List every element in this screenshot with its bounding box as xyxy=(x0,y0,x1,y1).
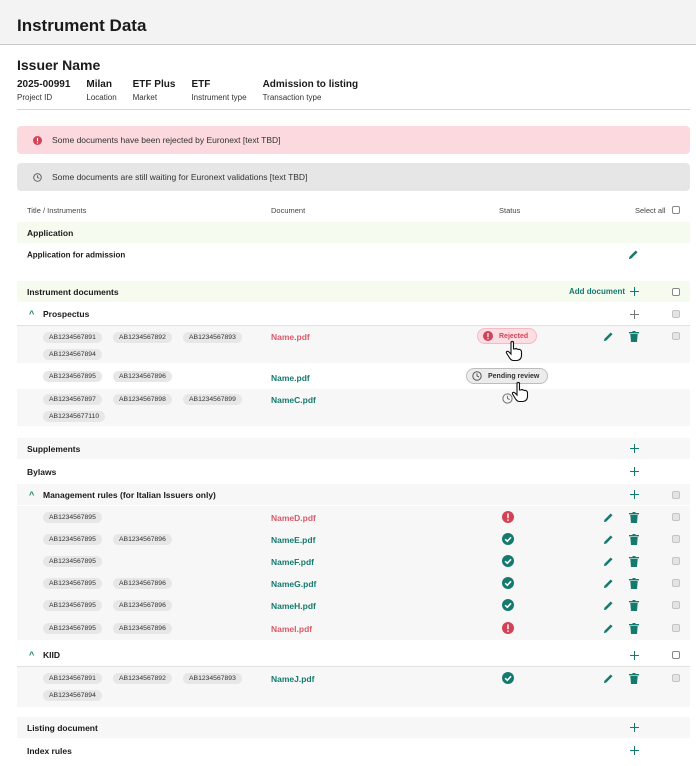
section-title: Supplements xyxy=(27,443,81,454)
alert-circle-icon xyxy=(502,511,514,523)
isin-chip: AB1234567891 xyxy=(43,673,102,684)
row-checkbox[interactable] xyxy=(672,535,680,543)
meta-value: ETF xyxy=(191,79,211,90)
header-select-all: Select all xyxy=(635,206,666,215)
group-checkbox[interactable] xyxy=(672,651,680,659)
header-status: Status xyxy=(499,206,521,215)
document-link[interactable]: Name.pdf xyxy=(271,332,310,342)
trash-icon[interactable] xyxy=(629,534,639,545)
isin-chip: AB12345677110 xyxy=(43,411,105,422)
pencil-icon[interactable] xyxy=(603,556,614,567)
isin-chip: AB1234567896 xyxy=(113,534,172,545)
document-link[interactable]: NameG.pdf xyxy=(271,579,317,589)
isin-chip: AB1234567893 xyxy=(183,332,242,343)
rejected-alert xyxy=(17,126,690,154)
isin-chip: AB1234567894 xyxy=(43,690,102,701)
alert-circle-icon xyxy=(33,136,42,145)
plus-icon[interactable] xyxy=(630,310,639,319)
meta-value: 2025-00991 xyxy=(17,79,71,90)
row-checkbox[interactable] xyxy=(672,601,680,609)
row-checkbox[interactable] xyxy=(672,557,680,565)
pencil-icon[interactable] xyxy=(603,331,614,342)
pencil-icon[interactable] xyxy=(603,534,614,545)
trash-icon[interactable] xyxy=(629,578,639,589)
isin-chip: AB1234567895 xyxy=(43,578,102,589)
pencil-icon[interactable] xyxy=(603,578,614,589)
row-checkbox[interactable] xyxy=(672,513,680,521)
isin-chip: AB1234567896 xyxy=(113,600,172,611)
header-document: Document xyxy=(271,206,306,215)
isin-chip: AB1234567896 xyxy=(113,371,172,382)
plus-icon[interactable] xyxy=(630,490,639,499)
isin-chip: AB1234567898 xyxy=(113,394,172,405)
section-listing-document xyxy=(17,717,690,738)
group-checkbox[interactable] xyxy=(672,491,680,499)
isin-chip: AB1234567899 xyxy=(183,394,242,405)
waiting-alert xyxy=(17,163,690,191)
group-prospectus[interactable] xyxy=(17,304,690,324)
isin-chip: AB1234567895 xyxy=(43,512,102,523)
section-title: Listing document xyxy=(27,722,98,733)
trash-icon[interactable] xyxy=(629,600,639,611)
section-application xyxy=(17,222,690,243)
isin-chip: AB1234567892 xyxy=(113,332,172,343)
row-checkbox[interactable] xyxy=(672,332,680,340)
section-checkbox[interactable] xyxy=(672,288,680,296)
row-checkbox[interactable] xyxy=(672,579,680,587)
isin-chip: AB1234567896 xyxy=(113,578,172,589)
plus-icon[interactable] xyxy=(630,444,639,453)
isin-chip: AB1234567895 xyxy=(43,600,102,611)
meta-location xyxy=(86,79,116,102)
plus-icon[interactable] xyxy=(630,746,639,755)
group-management-rules[interactable] xyxy=(17,484,690,505)
meta-value: ETF Plus xyxy=(132,79,176,90)
header-title: Title / Instruments xyxy=(27,206,87,215)
issuer-summary xyxy=(0,45,696,102)
meta-label: Transaction type xyxy=(262,93,322,102)
check-circle-icon xyxy=(502,555,514,567)
group-checkbox[interactable] xyxy=(672,310,680,318)
plus-icon[interactable] xyxy=(630,651,639,660)
meta-value: Milan xyxy=(86,79,112,90)
meta-project-id xyxy=(17,79,70,102)
plus-icon[interactable] xyxy=(630,723,639,732)
document-link[interactable]: Name.pdf xyxy=(271,373,310,383)
plus-icon[interactable] xyxy=(630,287,639,296)
section-title: Instrument documents xyxy=(27,286,119,297)
section-bylaws xyxy=(17,461,690,482)
chevron-up-icon[interactable]: ^ xyxy=(29,309,35,319)
clock-icon xyxy=(472,371,482,381)
management-rows-bg xyxy=(17,506,690,640)
section-title: Index rules xyxy=(27,745,72,756)
chevron-up-icon[interactable]: ^ xyxy=(29,489,35,500)
waiting-alert-text: Some documents are still waiting for Euronext validations [text TBD] xyxy=(52,172,308,182)
hand-cursor-icon xyxy=(510,381,530,403)
check-circle-icon xyxy=(502,533,514,545)
isin-chip: AB1234567891 xyxy=(43,332,102,343)
group-kiid[interactable] xyxy=(17,645,690,665)
meta-value: Admission to listing xyxy=(262,79,359,90)
alert-circle-icon xyxy=(483,331,493,341)
meta-market xyxy=(133,79,176,102)
status-badge-pending xyxy=(466,368,548,384)
isin-chip: AB1234567895 xyxy=(43,534,102,545)
hand-cursor-icon xyxy=(504,340,524,362)
isin-chip: AB1234567895 xyxy=(43,623,102,634)
issuer-meta xyxy=(17,79,679,102)
document-link[interactable]: NameH.pdf xyxy=(271,601,316,611)
check-circle-icon xyxy=(502,577,514,589)
rejected-alert-text: Some documents have been rejected by Euronext [text TBD] xyxy=(52,135,281,145)
meta-label: Location xyxy=(86,93,117,102)
alert-circle-icon xyxy=(502,622,514,634)
isin-chip: AB1234567893 xyxy=(183,673,242,684)
trash-icon[interactable] xyxy=(629,673,639,684)
document-link[interactable]: NameF.pdf xyxy=(271,557,314,567)
clock-icon xyxy=(33,173,42,182)
select-all-checkbox[interactable] xyxy=(672,206,680,214)
pencil-icon[interactable] xyxy=(603,623,614,634)
isin-chip: AB1234567897 xyxy=(43,394,102,405)
document-link[interactable]: NameD.pdf xyxy=(271,513,316,523)
section-title: Bylaws xyxy=(27,466,57,477)
group-title: KIID xyxy=(43,650,60,660)
isin-chip: AB1234567892 xyxy=(113,673,172,684)
add-document-link[interactable]: Add document xyxy=(569,287,625,296)
meta-label: Market xyxy=(132,93,158,102)
document-link[interactable]: NameE.pdf xyxy=(271,535,316,545)
section-index-rules xyxy=(17,740,690,761)
section-supplements xyxy=(17,438,690,459)
document-link[interactable]: NameJ.pdf xyxy=(271,674,315,684)
trash-icon[interactable] xyxy=(629,623,639,634)
check-circle-icon xyxy=(502,672,514,684)
plus-icon[interactable] xyxy=(630,467,639,476)
trash-icon[interactable] xyxy=(629,512,639,523)
row-checkbox[interactable] xyxy=(672,624,680,632)
row-application-for-admission xyxy=(17,245,690,265)
isin-chip: AB1234567895 xyxy=(43,371,102,382)
isin-chip: AB1234567896 xyxy=(113,623,172,634)
document-link[interactable]: NameC.pdf xyxy=(271,395,316,405)
header-divider xyxy=(17,109,690,110)
row-checkbox[interactable] xyxy=(672,674,680,682)
status-text: Rejected xyxy=(499,332,529,340)
check-circle-icon xyxy=(502,599,514,611)
section-title: Application xyxy=(27,227,74,238)
meta-label: Project ID xyxy=(17,93,53,102)
status-text: Pending review xyxy=(488,372,540,380)
meta-instrument-type xyxy=(191,79,246,102)
page-title: Instrument Data xyxy=(17,16,147,35)
trash-icon[interactable] xyxy=(629,556,639,567)
meta-transaction-type xyxy=(263,79,359,102)
table-header xyxy=(17,204,690,218)
pencil-icon[interactable] xyxy=(603,673,614,684)
pencil-icon[interactable] xyxy=(603,600,614,611)
isin-chip: AB1234567895 xyxy=(43,556,102,567)
trash-icon[interactable] xyxy=(629,331,639,342)
pencil-icon[interactable] xyxy=(603,512,614,523)
group-title: Management rules (for Italian Issuers only) xyxy=(43,489,216,500)
row-label: Application for admission xyxy=(27,250,126,260)
isin-chip: AB1234567894 xyxy=(43,349,102,360)
top-bar xyxy=(0,0,696,45)
group-title: Prospectus xyxy=(43,309,90,319)
meta-label: Instrument type xyxy=(191,93,247,102)
issuer-name: Issuer Name xyxy=(17,57,101,73)
chevron-up-icon[interactable]: ^ xyxy=(29,650,35,660)
document-link[interactable]: NameI.pdf xyxy=(271,624,313,634)
pencil-icon[interactable] xyxy=(628,249,639,260)
